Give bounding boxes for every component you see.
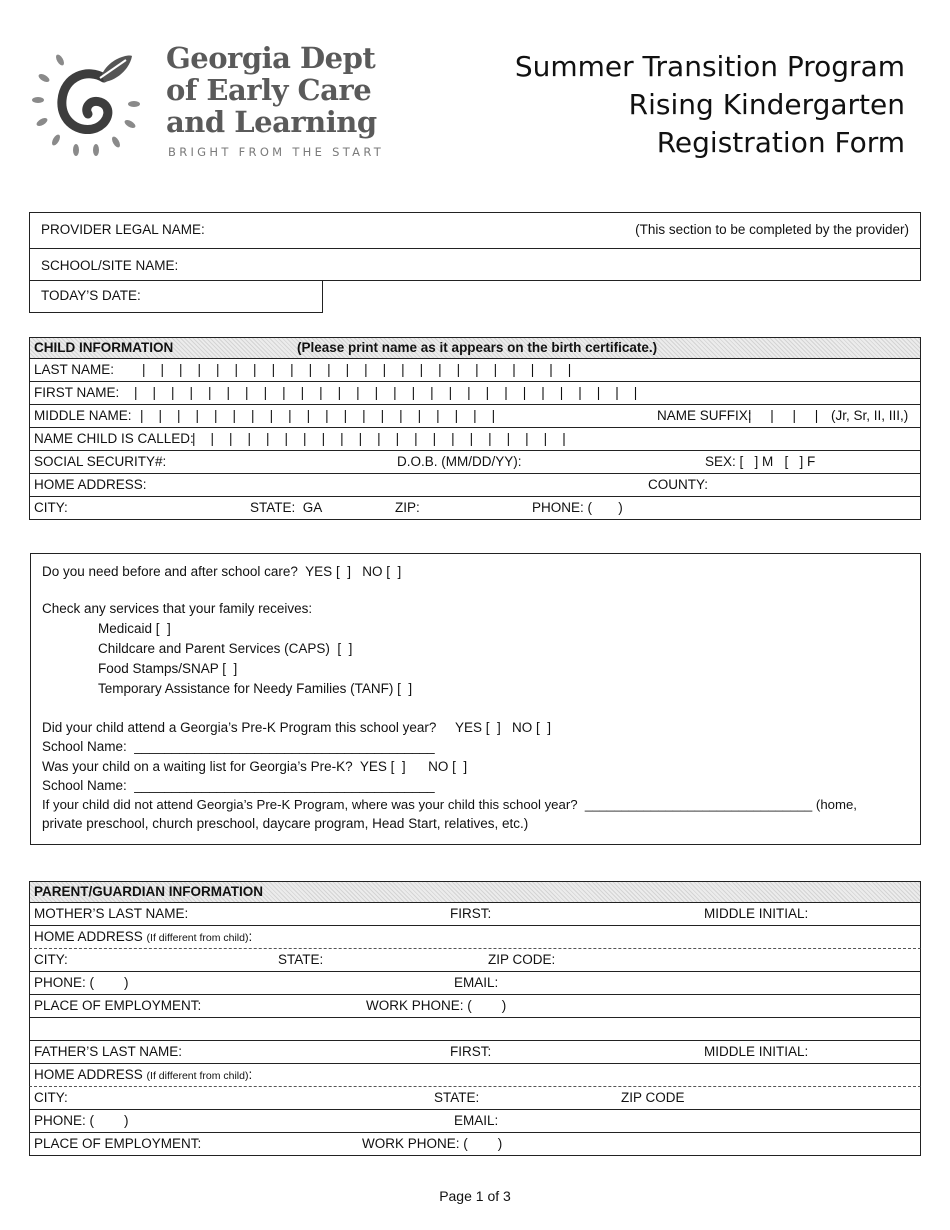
- mother-phone-row[interactable]: [29, 972, 921, 995]
- first-name-letter-boxes[interactable]: | | | | | | | | | | | | | | | | | | | | | | | | | | | |: [134, 385, 638, 400]
- child-info-heading: [29, 337, 921, 359]
- child-dob-label: D.O.B. (MM/DD/YY):: [397, 454, 522, 469]
- father-city-row[interactable]: [29, 1087, 921, 1110]
- child-city-label: CITY:: [34, 500, 68, 515]
- called-name-letter-boxes[interactable]: | | | | | | | | | | | | | | | | | | | | |: [192, 431, 566, 446]
- child-ssn-label: SOCIAL SECURITY#:: [34, 454, 167, 469]
- mother-zip-label: ZIP CODE:: [488, 952, 556, 967]
- waiting-school-name-field[interactable]: School Name: ________________________________________: [42, 778, 435, 793]
- before-after-care-question[interactable]: Do you need before and after school care? YES [ ] NO [ ]: [42, 564, 402, 579]
- mother-home-address-row[interactable]: [29, 926, 921, 949]
- child-last-name-row[interactable]: [29, 359, 921, 382]
- mother-phone-label: PHONE: ( ): [34, 975, 129, 990]
- mother-first-name-label: FIRST:: [450, 906, 492, 921]
- mother-name-row[interactable]: [29, 903, 921, 926]
- services-intro: Check any services that your family receives:: [42, 601, 313, 616]
- mother-last-name-label: MOTHER’S LAST NAME:: [34, 906, 189, 921]
- father-middle-initial-label: MIDDLE INITIAL:: [704, 1044, 809, 1059]
- form-title-line-3: Registration Form: [656, 126, 905, 159]
- todays-date-label: TODAY’S DATE:: [41, 288, 141, 303]
- form-title-line-2: Rising Kindergarten: [628, 88, 905, 121]
- ga-decal-logo-icon: [30, 44, 148, 162]
- mother-middle-initial-label: MIDDLE INITIAL:: [704, 906, 809, 921]
- child-first-name-row[interactable]: [29, 382, 921, 405]
- father-home-address-row[interactable]: [29, 1064, 921, 1087]
- school-site-name-label: SCHOOL/SITE NAME:: [41, 258, 179, 273]
- parent-info-title: PARENT/GUARDIAN INFORMATION: [34, 884, 263, 899]
- father-city-label: CITY:: [34, 1090, 68, 1105]
- name-suffix-examples: (Jr, Sr, II, III,): [831, 408, 909, 423]
- tanf-checkbox[interactable]: Temporary Assistance for Needy Families (TANF) [ ]: [98, 681, 413, 696]
- child-state-label: STATE: GA: [250, 500, 323, 515]
- child-county-label: COUNTY:: [648, 477, 709, 492]
- todays-date-row[interactable]: [29, 280, 323, 313]
- mother-home-address-label: HOME ADDRESS (If different from child):: [34, 929, 253, 944]
- child-ssn-dob-sex-row[interactable]: [29, 451, 921, 474]
- provider-section-note: (This section to be completed by the provider): [635, 222, 909, 237]
- mother-city-label: CITY:: [34, 952, 68, 967]
- child-middle-name-label: MIDDLE NAME:: [34, 408, 132, 423]
- prek-attend-question[interactable]: Did your child attend a Georgia’s Pre-K Program this school year? YES [ ] NO [ ]: [42, 720, 551, 735]
- child-home-address-label: HOME ADDRESS:: [34, 477, 147, 492]
- mother-employment-row[interactable]: [29, 995, 921, 1018]
- father-email-label: EMAIL:: [454, 1113, 499, 1128]
- prek-waiting-list-question[interactable]: Was your child on a waiting list for Georgia’s Pre-K? YES [ ] NO [ ]: [42, 759, 468, 774]
- org-name-line-1: Georgia Dept: [166, 41, 376, 75]
- child-called-name-label: NAME CHILD IS CALLED:: [34, 431, 194, 446]
- form-title-line-1: Summer Transition Program: [514, 50, 905, 83]
- mother-work-phone-label: WORK PHONE: ( ): [366, 998, 507, 1013]
- child-info-note: (Please print name as it appears on the birth certificate.): [297, 340, 658, 355]
- father-last-name-label: FATHER’S LAST NAME:: [34, 1044, 183, 1059]
- prior-care-examples: private preschool, church preschool, daycare program, Head Start, relatives, etc.): [42, 816, 529, 831]
- father-employment-row[interactable]: [29, 1133, 921, 1156]
- child-home-address-row[interactable]: [29, 474, 921, 497]
- org-name-line-3: and Learning: [166, 105, 377, 139]
- middle-name-letter-boxes[interactable]: | | | | | | | | | | | | | | | | | | | |: [140, 408, 496, 423]
- child-zip-label: ZIP:: [395, 500, 420, 515]
- last-name-letter-boxes[interactable]: | | | | | | | | | | | | | | | | | | | | | | | |: [142, 362, 572, 377]
- father-state-label: STATE:: [434, 1090, 480, 1105]
- provider-legal-name-label: PROVIDER LEGAL NAME:: [41, 222, 205, 237]
- page-number: Page 1 of 3: [439, 1188, 511, 1204]
- mother-city-row[interactable]: [29, 949, 921, 972]
- child-middle-name-row[interactable]: [29, 405, 921, 428]
- medicaid-checkbox[interactable]: Medicaid [ ]: [98, 621, 171, 636]
- child-phone-label: PHONE: ( ): [532, 500, 623, 515]
- name-suffix-letter-boxes[interactable]: | | | |: [748, 408, 819, 423]
- father-name-row[interactable]: [29, 1041, 921, 1064]
- snap-checkbox[interactable]: Food Stamps/SNAP [ ]: [98, 661, 238, 676]
- child-info-title: CHILD INFORMATION: [34, 340, 174, 355]
- child-last-name-label: LAST NAME:: [34, 362, 115, 377]
- name-suffix-label: NAME SUFFIX:: [657, 408, 752, 423]
- father-home-address-label: HOME ADDRESS (If different from child):: [34, 1067, 253, 1082]
- parent-info-heading: [29, 881, 921, 903]
- father-work-phone-label: WORK PHONE: ( ): [362, 1136, 503, 1151]
- child-called-name-row[interactable]: [29, 428, 921, 451]
- school-site-name-row[interactable]: [29, 248, 921, 281]
- org-tagline: BRIGHT FROM THE START: [168, 145, 385, 159]
- provider-legal-name-row[interactable]: [29, 212, 921, 249]
- org-name-line-2: of Early Care: [166, 73, 372, 107]
- father-zip-label: ZIP CODE: [621, 1090, 685, 1105]
- father-employment-label: PLACE OF EMPLOYMENT:: [34, 1136, 202, 1151]
- prek-school-name-field[interactable]: School Name: ________________________________________: [42, 739, 435, 754]
- prior-care-question[interactable]: If your child did not attend Georgia’s Pre-K Program, where was your child this school year? _______________________________ (home,: [42, 797, 857, 812]
- mother-state-label: STATE:: [278, 952, 324, 967]
- blank-separator-row: [29, 1018, 921, 1041]
- father-first-name-label: FIRST:: [450, 1044, 492, 1059]
- mother-employment-label: PLACE OF EMPLOYMENT:: [34, 998, 202, 1013]
- father-phone-row[interactable]: [29, 1110, 921, 1133]
- mother-email-label: EMAIL:: [454, 975, 499, 990]
- child-first-name-label: FIRST NAME:: [34, 385, 120, 400]
- caps-checkbox[interactable]: Childcare and Parent Services (CAPS) [ ]: [98, 641, 353, 656]
- father-phone-label: PHONE: ( ): [34, 1113, 129, 1128]
- child-city-state-row[interactable]: [29, 497, 921, 520]
- child-sex-checkboxes[interactable]: SEX: [ ] M [ ] F: [705, 454, 816, 469]
